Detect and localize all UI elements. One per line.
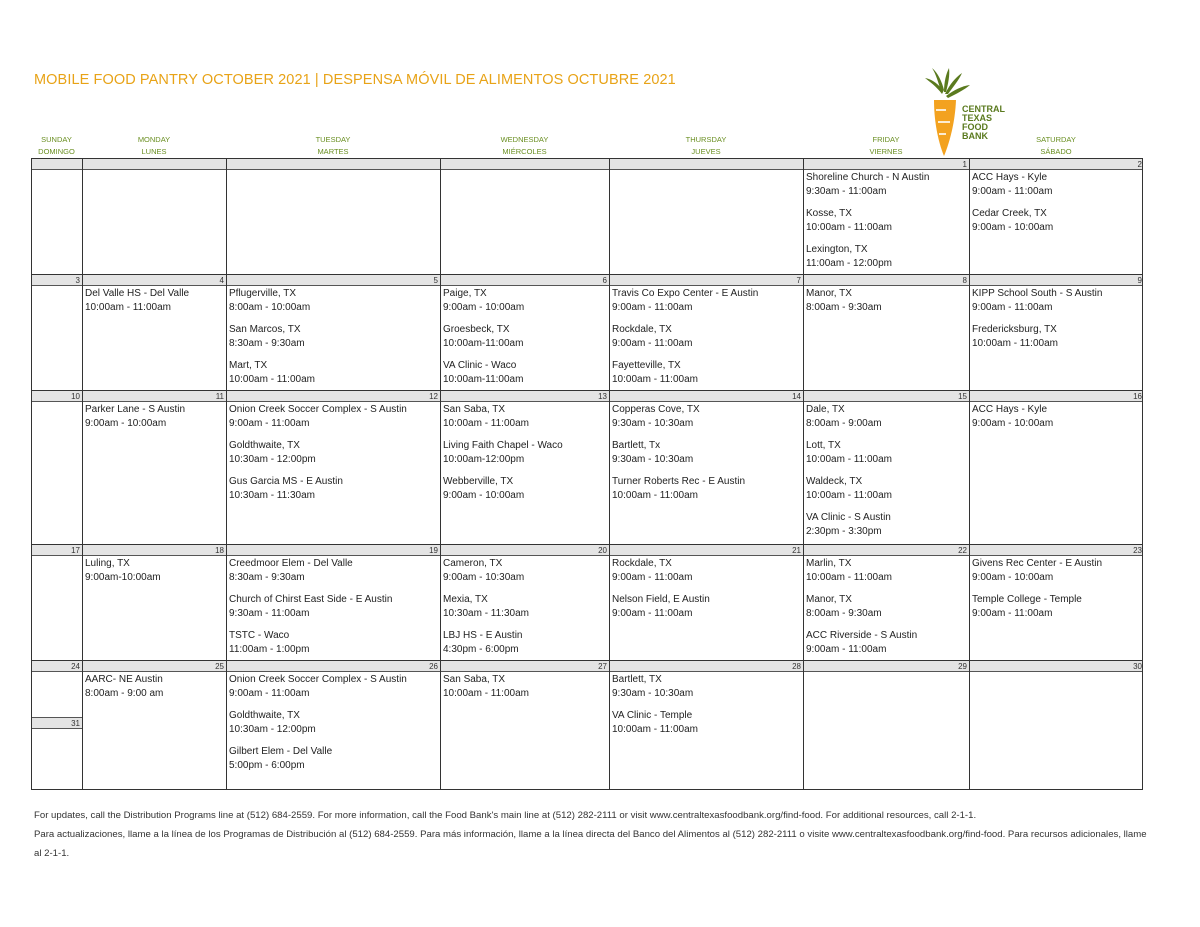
- event-location: Gilbert Elem - Del Valle: [229, 746, 333, 757]
- event-location: Parker Lane - S Austin: [85, 404, 186, 415]
- event-time: 9:00am - 10:00am: [972, 222, 1054, 233]
- day-cell: [227, 545, 441, 660]
- date-number: 19: [429, 546, 438, 555]
- event-time: 9:00am - 11:00am: [972, 302, 1053, 313]
- event-location: Webberville, TX: [443, 476, 514, 487]
- event-location: Mart, TX: [229, 360, 268, 371]
- pantry-event: [229, 557, 438, 585]
- event-list: [85, 673, 224, 701]
- event-location: Living Faith Chapel - Waco: [443, 440, 563, 451]
- pantry-event: [612, 403, 801, 431]
- event-location: LBJ HS - E Austin: [443, 630, 523, 641]
- pantry-event: [806, 593, 967, 621]
- day-cell: [441, 275, 610, 390]
- event-time: 8:00am - 9:30am: [806, 608, 882, 619]
- event-location: Shoreline Church - N Austin: [806, 172, 930, 183]
- event-location: Creedmoor Elem - Del Valle: [229, 558, 353, 569]
- date-number: 5: [433, 276, 438, 285]
- event-list: [85, 287, 224, 315]
- event-time: 8:30am - 9:30am: [229, 338, 305, 349]
- event-location: Onion Creek Soccer Complex - S Austin: [229, 674, 407, 685]
- date-number: 23: [1133, 546, 1142, 555]
- date-number: 31: [71, 719, 80, 728]
- date-number: 29: [958, 662, 967, 671]
- pantry-event: [806, 207, 967, 235]
- event-location: AARC- NE Austin: [85, 674, 163, 685]
- date-number: 27: [598, 662, 607, 671]
- date-number: 10: [71, 392, 80, 401]
- day-cell: [32, 391, 83, 544]
- event-location: TSTC - Waco: [229, 630, 290, 641]
- day-cell: [804, 545, 970, 660]
- day-cell: [32, 545, 83, 660]
- event-location: Rockdale, TX: [612, 558, 672, 569]
- day-cell: [227, 391, 441, 544]
- event-time: 9:00am - 11:00am: [229, 688, 310, 699]
- date-number: 24: [71, 662, 80, 671]
- date-number: 20: [598, 546, 607, 555]
- day-name-en: TUESDAY: [315, 135, 351, 144]
- event-time: 11:00am - 1:00pm: [229, 644, 310, 655]
- event-location: Cameron, TX: [443, 558, 503, 569]
- day-cell: [804, 159, 970, 274]
- pantry-event: [806, 511, 967, 539]
- pantry-event: [612, 287, 801, 315]
- event-time: 9:30am - 10:30am: [612, 688, 694, 699]
- pantry-event: [443, 403, 607, 431]
- day-cell: [610, 391, 804, 544]
- event-list: [972, 171, 1142, 235]
- event-time: 8:00am - 9:00 am: [85, 688, 164, 699]
- event-location: Waldeck, TX: [806, 476, 863, 487]
- logo-line: FOOD: [962, 122, 988, 132]
- pantry-event: [229, 403, 438, 431]
- event-location: ACC Hays - Kyle: [972, 404, 1048, 415]
- date-number: 1: [962, 160, 967, 169]
- pantry-event: [612, 557, 801, 585]
- event-time: 9:30am - 11:00am: [229, 608, 310, 619]
- day-cell: [970, 545, 1144, 660]
- event-time: 8:00am - 9:30am: [806, 302, 882, 313]
- event-time: 5:00pm - 6:00pm: [229, 760, 305, 771]
- day-cell: [32, 275, 83, 390]
- date-number: 17: [71, 546, 80, 555]
- date-number: 4: [219, 276, 224, 285]
- pantry-event: [443, 557, 607, 585]
- day-cell: [227, 159, 441, 274]
- event-list: [806, 403, 967, 539]
- date-number: 16: [1133, 392, 1142, 401]
- event-location: Manor, TX: [806, 594, 852, 605]
- date-number-bar: [32, 717, 82, 729]
- event-time: 10:30am - 12:00pm: [229, 454, 316, 465]
- day-name-es: VIERNES: [869, 147, 903, 156]
- event-location: Givens Rec Center - E Austin: [972, 558, 1103, 569]
- day-cell: [804, 391, 970, 544]
- event-location: Kosse, TX: [806, 208, 852, 219]
- event-time: 9:00am - 10:00am: [443, 490, 525, 501]
- event-location: Rockdale, TX: [612, 324, 672, 335]
- day-name-es: MIÉRCOLES: [502, 147, 547, 156]
- pantry-event: [443, 287, 607, 315]
- week-row: [32, 661, 1142, 789]
- pantry-event: [229, 593, 438, 621]
- event-list: [612, 557, 801, 621]
- pantry-event: [972, 593, 1142, 621]
- event-location: Gus Garcia MS - E Austin: [229, 476, 343, 487]
- event-time: 10:30am - 11:30am: [443, 608, 529, 619]
- date-number: 7: [796, 276, 801, 285]
- day-name-en: THURSDAY: [685, 135, 727, 144]
- event-time: 10:00am - 11:00am: [443, 418, 529, 429]
- day-cell: [441, 159, 610, 274]
- event-location: Lexington, TX: [806, 244, 868, 255]
- pantry-event: [229, 439, 438, 467]
- event-location: Lott, TX: [806, 440, 841, 451]
- day-name-en: WEDNESDAY: [500, 135, 549, 144]
- event-location: Onion Creek Soccer Complex - S Austin: [229, 404, 407, 415]
- event-time: 10:30am - 11:30am: [229, 490, 315, 501]
- day-header: [803, 134, 969, 158]
- pantry-event: [229, 323, 438, 351]
- date-number: 13: [598, 392, 607, 401]
- pantry-event: [972, 323, 1142, 351]
- day-cell: [32, 661, 83, 789]
- pantry-event: [612, 323, 801, 351]
- event-time: 9:00am - 11:00am: [612, 302, 693, 313]
- event-location: Turner Roberts Rec - E Austin: [612, 476, 746, 487]
- day-cell: [970, 391, 1144, 544]
- pantry-event: [229, 287, 438, 315]
- date-number: 15: [958, 392, 967, 401]
- event-list: [972, 287, 1142, 351]
- pantry-event: [612, 439, 801, 467]
- event-location: KIPP School South - S Austin: [972, 288, 1103, 299]
- day-cell: [83, 661, 227, 789]
- date-number: 11: [215, 392, 224, 401]
- date-number: 3: [75, 276, 80, 285]
- day-name-en: MONDAY: [137, 135, 171, 144]
- date-number: 18: [215, 546, 224, 555]
- pantry-event: [85, 673, 224, 701]
- day-cell: [441, 391, 610, 544]
- day-header: [969, 134, 1143, 158]
- event-location: Temple College - Temple: [972, 594, 1082, 605]
- event-location: Fayetteville, TX: [612, 360, 681, 371]
- event-location: San Marcos, TX: [229, 324, 301, 335]
- date-number: 30: [1133, 662, 1142, 671]
- day-header: [82, 134, 226, 158]
- day-cell: [227, 275, 441, 390]
- event-list: [972, 557, 1142, 621]
- pantry-event: [85, 287, 224, 315]
- pantry-event: [443, 359, 607, 387]
- date-number: 26: [429, 662, 438, 671]
- event-list: [443, 673, 607, 701]
- date-number: 21: [792, 546, 801, 555]
- event-time: 9:00am - 10:00am: [972, 572, 1054, 583]
- pantry-event: [806, 243, 967, 271]
- day-cell: [83, 545, 227, 660]
- event-location: Pflugerville, TX: [229, 288, 297, 299]
- event-location: Nelson Field, E Austin: [612, 594, 710, 605]
- week-row: [32, 159, 1142, 275]
- pantry-event: [612, 709, 801, 737]
- event-time: 11:00am - 12:00pm: [806, 258, 892, 269]
- pantry-event: [612, 593, 801, 621]
- day-cell: [610, 159, 804, 274]
- day-cell: [83, 275, 227, 390]
- date-number: 9: [1137, 276, 1142, 285]
- event-location: Cedar Creek, TX: [972, 208, 1047, 219]
- page-title: MOBILE FOOD PANTRY OCTOBER 2021 | DESPENSA MÓVIL DE ALIMENTOS OCTUBRE 2021: [34, 72, 676, 88]
- pantry-event: [612, 475, 801, 503]
- date-number: 22: [958, 546, 967, 555]
- pantry-event: [972, 557, 1142, 585]
- event-list: [612, 403, 801, 503]
- footer-english: For updates, call the Distribution Programs line at (512) 684-2559. For more information, call the Food Bank's main line at (512) 282-2111 or visit www.centraltexasfoodbank.org/find-food. For additional resources, call 2-1-1.: [34, 810, 977, 821]
- event-time: 9:00am - 10:00am: [972, 418, 1054, 429]
- pantry-event: [972, 403, 1142, 431]
- day-cell: [441, 661, 610, 789]
- event-list: [612, 673, 801, 737]
- day-cell: [610, 545, 804, 660]
- day-name-es: JUEVES: [691, 147, 721, 156]
- pantry-event: [443, 323, 607, 351]
- event-time: 8:00am - 10:00am: [229, 302, 311, 313]
- event-time: 10:00am-11:00am: [443, 374, 524, 385]
- event-time: 9:00am - 11:00am: [972, 186, 1053, 197]
- event-list: [85, 557, 224, 585]
- calendar-grid: [31, 158, 1143, 790]
- event-time: 10:00am - 11:00am: [806, 222, 892, 233]
- day-name-es: DOMINGO: [38, 147, 75, 156]
- event-time: 9:00am - 10:30am: [443, 572, 525, 583]
- day-cell: [83, 159, 227, 274]
- event-list: [229, 287, 438, 387]
- event-list: [443, 403, 607, 503]
- event-time: 10:30am - 12:00pm: [229, 724, 316, 735]
- event-location: Mexia, TX: [443, 594, 488, 605]
- event-location: Bartlett, Tx: [612, 440, 661, 451]
- event-location: Bartlett, TX: [612, 674, 662, 685]
- event-time: 9:30am - 10:30am: [612, 418, 694, 429]
- pantry-event: [443, 475, 607, 503]
- day-header: [226, 134, 440, 158]
- event-location: San Saba, TX: [443, 674, 506, 685]
- event-list: [229, 673, 438, 773]
- event-list: [806, 287, 967, 315]
- day-name-es: MARTES: [317, 147, 349, 156]
- day-name-en: SUNDAY: [41, 135, 72, 144]
- event-location: VA Clinic - S Austin: [806, 512, 891, 523]
- event-location: Manor, TX: [806, 288, 852, 299]
- logo-line: CENTRAL: [962, 104, 1005, 114]
- event-list: [443, 287, 607, 387]
- event-location: Del Valle HS - Del Valle: [85, 288, 190, 299]
- day-cell: [804, 275, 970, 390]
- day-cell: [970, 275, 1144, 390]
- event-location: Groesbeck, TX: [443, 324, 510, 335]
- event-location: ACC Riverside - S Austin: [806, 630, 918, 641]
- day-cell: [441, 545, 610, 660]
- event-location: VA Clinic - Temple: [612, 710, 693, 721]
- date-number: 28: [792, 662, 801, 671]
- pantry-event: [229, 475, 438, 503]
- date-number: 6: [602, 276, 607, 285]
- day-name-en: FRIDAY: [872, 135, 900, 144]
- event-location: Luling, TX: [85, 558, 130, 569]
- event-time: 10:00am - 11:00am: [443, 688, 529, 699]
- pantry-event: [443, 593, 607, 621]
- event-location: Church of Chirst East Side - E Austin: [229, 594, 393, 605]
- event-time: 9:00am - 11:00am: [612, 338, 693, 349]
- day-header: [440, 134, 609, 158]
- event-time: 10:00am - 11:00am: [612, 724, 698, 735]
- day-cell: [610, 661, 804, 789]
- pantry-event: [612, 359, 801, 387]
- event-list: [612, 287, 801, 387]
- pantry-event: [443, 673, 607, 701]
- event-time: 9:30am - 11:00am: [806, 186, 887, 197]
- pantry-event: [443, 629, 607, 657]
- pantry-event: [806, 439, 967, 467]
- pantry-event: [85, 403, 224, 431]
- event-list: [229, 403, 438, 503]
- event-time: 2:30pm - 3:30pm: [806, 526, 882, 537]
- date-number: 2: [1137, 160, 1142, 169]
- event-list: [806, 557, 967, 657]
- pantry-event: [229, 709, 438, 737]
- event-time: 10:00am - 11:00am: [806, 490, 892, 501]
- event-time: 8:00am - 9:00am: [806, 418, 882, 429]
- event-time: 9:00am - 10:00am: [85, 418, 167, 429]
- event-location: Paige, TX: [443, 288, 487, 299]
- pantry-event: [443, 439, 607, 467]
- week-row: [32, 391, 1142, 545]
- day-name-en: SATURDAY: [1036, 135, 1076, 144]
- day-cell: [970, 159, 1144, 274]
- day-cell: [610, 275, 804, 390]
- week-row: [32, 275, 1142, 391]
- pantry-event: [806, 287, 967, 315]
- pantry-event: [612, 673, 801, 701]
- event-time: 9:00am - 11:00am: [612, 608, 693, 619]
- logo-line: TEXAS: [962, 113, 993, 123]
- event-time: 9:00am-10:00am: [85, 572, 161, 583]
- event-time: 10:00am - 11:00am: [806, 572, 892, 583]
- pantry-event: [806, 475, 967, 503]
- event-list: [972, 403, 1142, 431]
- event-time: 9:00am - 11:00am: [806, 644, 887, 655]
- event-location: Fredericksburg, TX: [972, 324, 1057, 335]
- footer-spanish: Para actualizaciones, llame a la línea de los Programas de Distribución al (512) 684-2559. Para más información, llame a la línea directa del Banco del Alimentos al (512) 282-2111 o visite www.centraltexasfoodbank.org/find-food. Para recursos adicionales, llame al 2-1-1.: [34, 829, 1147, 859]
- event-location: Travis Co Expo Center - E Austin: [612, 288, 759, 299]
- pantry-event: [806, 403, 967, 431]
- event-time: 10:00am-12:00pm: [443, 454, 525, 465]
- pantry-event: [85, 557, 224, 585]
- pantry-event: [229, 745, 438, 773]
- day-headers: [31, 131, 1143, 158]
- date-number: 12: [429, 392, 438, 401]
- day-cell: [32, 159, 83, 274]
- pantry-event: [229, 629, 438, 657]
- day-cell: [83, 391, 227, 544]
- pantry-event: [972, 207, 1142, 235]
- event-time: 9:00am - 11:00am: [972, 608, 1053, 619]
- event-time: 4:30pm - 6:00pm: [443, 644, 519, 655]
- date-number: 14: [792, 392, 801, 401]
- event-list: [229, 557, 438, 657]
- logo-line: BANK: [962, 131, 988, 141]
- event-time: 10:00am - 11:00am: [85, 302, 171, 313]
- day-name-es: LUNES: [141, 147, 167, 156]
- event-time: 10:00am - 11:00am: [806, 454, 892, 465]
- day-cell: [227, 661, 441, 789]
- event-location: Goldthwaite, TX: [229, 710, 300, 721]
- event-location: Goldthwaite, TX: [229, 440, 300, 451]
- event-location: ACC Hays - Kyle: [972, 172, 1048, 183]
- event-time: 8:30am - 9:30am: [229, 572, 305, 583]
- event-list: [443, 557, 607, 657]
- event-time: 10:00am - 11:00am: [612, 374, 698, 385]
- event-time: 9:00am - 11:00am: [229, 418, 310, 429]
- day-header: [31, 134, 82, 158]
- day-cell: [970, 661, 1144, 789]
- date-number: 25: [215, 662, 224, 671]
- pantry-event: [229, 673, 438, 701]
- pantry-event: [806, 557, 967, 585]
- event-time: 9:00am - 10:00am: [443, 302, 525, 313]
- event-list: [806, 171, 967, 271]
- pantry-event: [806, 629, 967, 657]
- date-number: 8: [962, 276, 967, 285]
- event-time: 10:00am - 11:00am: [612, 490, 698, 501]
- event-location: Dale, TX: [806, 404, 845, 415]
- pantry-event: [229, 359, 438, 387]
- event-location: VA Clinic - Waco: [443, 360, 517, 371]
- event-time: 9:00am - 11:00am: [612, 572, 693, 583]
- day-name-es: SÁBADO: [1040, 147, 1072, 156]
- day-cell: [804, 661, 970, 789]
- event-time: 9:30am - 10:30am: [612, 454, 694, 465]
- event-list: [85, 403, 224, 431]
- pantry-event: [806, 171, 967, 199]
- event-location: Copperas Cove, TX: [612, 404, 700, 415]
- pantry-event: [972, 287, 1142, 315]
- event-time: 10:00am - 11:00am: [972, 338, 1058, 349]
- event-time: 10:00am - 11:00am: [229, 374, 315, 385]
- week-row: [32, 545, 1142, 661]
- calendar: [31, 131, 1143, 771]
- event-location: Marlin, TX: [806, 558, 852, 569]
- footer: [34, 806, 1154, 863]
- event-location: San Saba, TX: [443, 404, 506, 415]
- day-header: [609, 134, 803, 158]
- pantry-event: [972, 171, 1142, 199]
- event-time: 10:00am-11:00am: [443, 338, 524, 349]
